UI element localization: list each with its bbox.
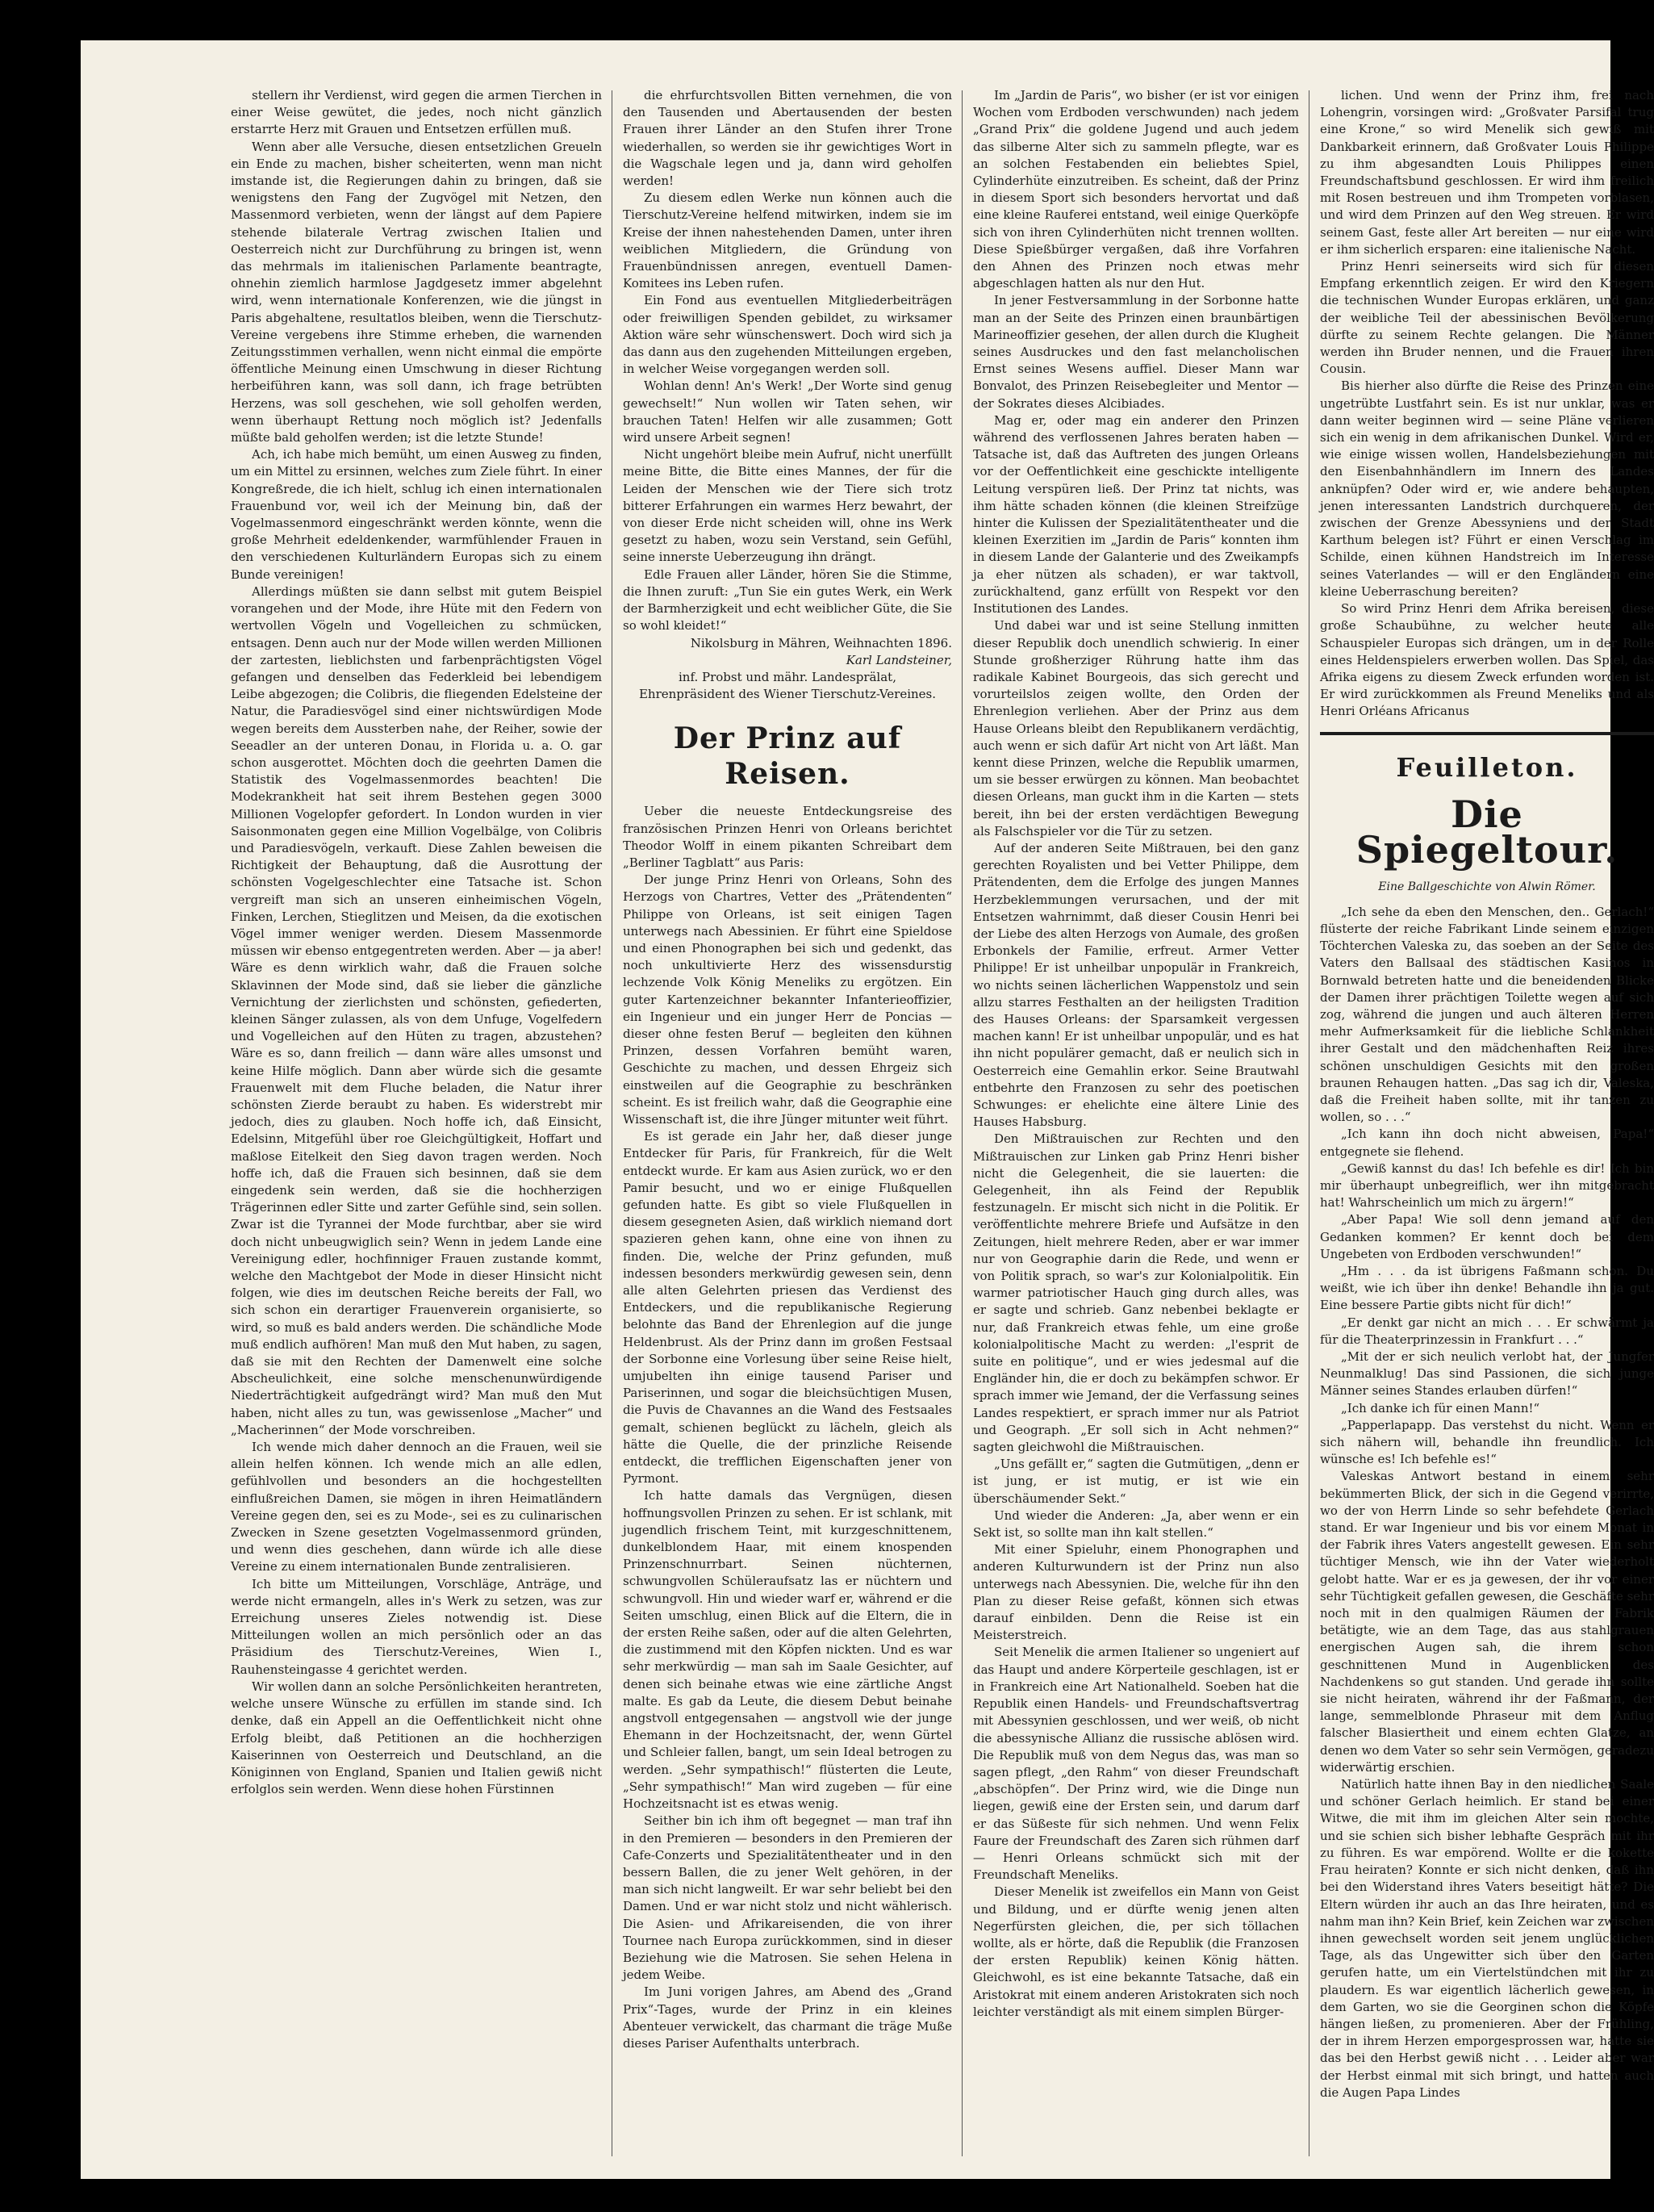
paragraph: Seither bin ich ihm oft begegnet — man traf ihn in den Premieren — besonders in den Premieren der Cafe-Conzerts und Spezialitätentheater und in den bessern Ballen, die zu jener Welt gehören, in der man sich nicht langweilt. Er war sehr beliebt bei den Damen. Und er war nicht stolz und nicht wählerisch. Die Asien- und Afrikareisenden, die von ihrer Tournee nach Europa zurückkommen, sind in dieser Beziehung wie die Matrosen. Sie sehen Helena in jedem Weibe. (623, 1813, 952, 1983)
paragraph: „Er denkt gar nicht an mich . . . Er schwärmt ja für die Theaterprinzessin in Frankfurt . . .“ (1320, 1315, 1654, 1347)
paragraph: Mit einer Spieluhr, einem Phonographen und anderen Kulturwundern ist der Prinz nun also unterwegs nach Abessynien. Die, welche für ihn den Plan zu dieser Reise gefaßt, können sich etwas darauf einbilden. Denn die Reise ist ein Meisterstreich. (973, 1542, 1299, 1643)
newspaper-page (81, 40, 1654, 2179)
paragraph: Ueber die neueste Entdeckungsreise des französischen Prinzen Henri von Orleans berichtet Theodor Wolff in einem pikanten Schreibart dem „Berliner Tagblatt“ aus Paris: (623, 804, 952, 870)
paragraph: „Aber Papa! Wie soll denn jemand auf den Gedanken kommen? Er kennt doch bei dem Ungebeten von Erdboden verschwunden!“ (1320, 1212, 1654, 1261)
paragraph: Und wieder die Anderen: „Ja, aber wenn er ein Sekt ist, so sollte man ihn kalt stellen.“ (973, 1507, 1299, 1541)
paragraph: „Ich kann ihn doch nicht abweisen, Papa!“ entgegnete sie flehend. (1320, 1127, 1654, 1159)
paragraph: „Uns gefällt er,“ sagten die Gutmütigen, „denn er ist jung, er ist mutig, er ist wie ein überschäumender Sekt.“ (973, 1457, 1299, 1506)
paragraph: Ich wende mich daher dennoch an die Frauen, weil sie allein helfen können. Ich wende mich an alle edlen, gefühlvollen und besonders an die hochgestellten einflußreichen Damen, sie mögen in ihren Heimatländern Vereine gegen den, sei es zu Mode-, sei es zu culinarischen Zwecken in Szene gesetzten Vogelmassenmord gründen, und wenn dies geschehen, dann würde ich alle diese Vereine zu einem internationalen Bunde zentralisieren. (231, 1440, 602, 1574)
paragraph: So wird Prinz Henri dem Afrika bereisen, diese große Schaubühne, zu welcher heute alle Schauspieler Europas sich drängen, um in der Rolle eines Heldenspielers erwerben wollen. Das Spiel, das Afrika eigens zu diesem Zweck erfunden worden ist. Er wird zurückkommen als Freund Meneliks und als Henri Orléans Africanus (1320, 601, 1654, 719)
column-4 (1320, 87, 1654, 2153)
column-3 (973, 87, 1299, 2153)
paragraph: „Papperlapapp. Das verstehst du nicht. Wenn er sich nähern will, behandle ihn freundlich. Ich wünsche es! Ich befehle es!“ (1320, 1417, 1654, 1467)
paragraph: Ein Fond aus eventuellen Mitgliederbeiträgen oder freiwilligen Spenden gebildet, zu wirksamer Aktion wäre sehr wünschenswert. Doch wird sich ja das dann aus den zugehenden Mitteilungen ergeben, in welcher Weise vorgegangen werden soll. (623, 293, 952, 377)
story-subtitle: Eine Ballgeschichte von Alwin Römer. (1378, 880, 1596, 893)
paragraph: Allerdings müßten sie dann selbst mit gutem Beispiel vorangehen und der Mode, ihre Hüte mit den Federn von wertvollen Vögeln und Vogelleichen zu schmücken, entsagen. Denn auch nur der Mode willen werden Millionen der zartesten, lieblichsten und farbenprächtigsten Vögel gefangen und denselben das Federkleid bei lebendigem Leibe abgezogen; die Colibris, die fliegenden Edelsteine der Natur, die Paradiesvögel sind einer nichtswürdigen Mode wegen bereits dem Aussterben nahe, der Reiher, sowie der Seeadler an der unteren Donau, in Florida u. a. O. gar schon ausgerottet. Möchten doch die geehrten Damen die Statistik des Vogelmassenmordes beachten! Die Modekrankheit hat seit ihrem Bestehen gegen 3000 Millionen Vogelopfer gefordert. In London wurden in vier Saisonmonaten gegen eine Million Vogelbälge, von Colibris und Paradiesvögeln, verkauft. Diese Zahlen beweisen die Richtigkeit der Behauptung, daß die Ausrottung der schönsten Vogelgeschlechter eine Tatsache ist. Schon vergreift man sich an unseren einheimischen Vögeln, Finken, Lerchen, Stieglitzen und Meisen, da die exotischen Vögel immer weniger werden. Diesem Massenmorde müssen wir ebenso entgegentreten werden. Aber — ja aber! Wäre es denn wirklich wahr, daß die Frauen solche Sklavinnen der Mode sind, daß sie lieber die gänzliche Vernichtung der zierlichsten und schönsten, gefiederten, kleinen Sänger zulassen, als von dem Unfuge, Vogelfedern und Vogelleichen auf den Hüten zu tragen, abzustehen? Wäre es so, dann freilich — dann wäre alles umsonst und keine Hilfe möglich. Dann aber würde sich die gesamte Frauenwelt mit dem Fluche beladen, die Natur ihrer schönsten Zierde beraubt zu haben. Es widerstrebt mir jedoch, dies zu glauben. Noch hoffe ich, daß Einsicht, Edelsinn, Mitgefühl über roe Gleichgültigkeit, Hoffart und maßlose Eitelkeit den Sieg davon tragen werden. Noch hoffe ich, daß die Frauen sich besinnen, daß sie dem eingedenk sein werden, daß sie die hochherzigen Trägerinnen edler Sitte und zarter Gefühle sind, sein sollen. Zwar ist die Tyrannei der Mode furchtbar, aber sie wird doch nicht unbeugwiglich sein? Wenn in jedem Lande eine Vereinigung edler, hochfinniger Frauen zustande kommt, welche den Machtgebot der Mode in dieser Hinsicht nicht folgen, wie dies im deutschen Reiche bereits der Fall, wo sich schon ein derartiger Frauenverein organisierte, so wird, so muß es bald anders werden. Die schändliche Mode muß endlich aufhören! Man muß den Mut haben, zu sagen, daß sie mit den Rechten der Damenwelt eine solche Abscheulichkeit, eine solche menschenunwürdigende Niederträchtigkeit aufgedrängt wird? Man muß den Mut haben, nicht alles zu tun, was gewissenlose „Macher“ und „Macherinnen“ der Mode vorschreiben. (231, 583, 602, 1437)
story-title: Die Spiegeltour. (1355, 792, 1618, 872)
paragraph: „Hm . . . da ist übrigens Faßmann schon. Du weißt, wie ich über ihn denke! Behandle ihn ja gut. Eine bessere Partie gibts nicht für dich!“ (1320, 1263, 1654, 1313)
paragraph: „Mit der er sich neulich verlobt hat, der Jungfer Neunmalklug! Das sind Passionen, die sich junge Männer seines Standes erlauben dürfen!“ (1320, 1349, 1654, 1399)
paragraph: Wenn aber alle Versuche, diesen entsetzlichen Greueln ein Ende zu machen, bisher scheiterten, wenn man nicht imstande ist, die Regierungen dahin zu bringen, daß sie wenigstens den Fang der Zugvögel mit Netzen, den Massenmord verbieten, wenn der längst auf dem Papiere stehende bilaterale Vertrag zwischen Italien und Oesterreich nicht zur Durchführung zu bringen ist, wenn das mehrmals im italienischen Parlamente beantragte, ohnehin ziemlich harmlose Jagdgesetz immer abgelehnt wird, wenn internationale Konferenzen, wie die jüngst in Paris abgehaltene, resultatlos bleiben, wenn die Tierschutz-Vereine vergebens ihre Stimme erheben, die warnenden Zeitungsstimmen verhallen, wenn nicht einmal die empörte öffentliche Meinung einen Umschwung in dieser Richtung herbeiführen kann, was soll dann, ich frage betrübten Herzens, was soll geschehen, wie soll geholfen werden, wenn überhaupt Rettung noch möglich ist? Jedenfalls müßte bald geholfen werden; ist die letzte Stunde! (231, 139, 602, 445)
signature-name: Karl Landsteiner, (846, 652, 952, 667)
paragraph: „Gewiß kannst du das! Ich befehle es dir! Ich bin mir überhaupt unbegreiflich, wer ihn mitgebracht hat! Wahrscheinlich um mich zu ärgern!“ (1320, 1160, 1654, 1211)
paragraph: Es ist gerade ein Jahr her, daß dieser junge Entdecker für Paris, für Frankreich, für die Welt entdeckt wurde. Er kam aus Asien zurück, wo er den Pamir besucht, und wo er einige Flußquellen gefunden hatte. Es gibt so viele Flußquellen in diesem gesegneten Asien, daß wirklich niemand dort spazieren gehen kann, ohne eine von ihnen zu finden. Die, welche der Prinz gefunden, muß indessen besonders merkwürdig gewesen sein, denn alle alten Gelehrten priesen das Verdienst des Entdeckers, und die republikanische Regierung belohnte das Band der Ehrenlegion auf die junge Heldenbrust. Als der Prinz dann im großen Festsaal der Sorbonne eine Vorlesung über seine Reise hielt, umjubelten ihn einige tausend Pariser und Pariserinnen, und sogar die bleichsüchtigen Musen, die Puvis de Chavannes an die Wand des Festsaales gemalt, schienen beglückt zu lächeln, gleich als hätte die Quelle, die der prinzliche Reisende entdeckt, die trefflichen Eigenschaften jener von Pyrmont. (623, 1129, 952, 1487)
paragraph: Ich hatte damals das Vergnügen, diesen hoffnungsvollen Prinzen zu sehen. Er ist schlank, mit jugendlich frischem Teint, mit kurzgeschnittenem, dunkelblondem Haar, mit einem knospenden Prinzenschnurrbart. Seinen nüchternen, schwungvollen Schüleraufsatz las er nüchtern und schwungvoll. Hin und wieder warf er, während er die Seiten umschlug, einen Blick auf die Eltern, die in der ersten Reihe saßen, oder auf die alten Gelehrten, die zustimmend mit den Köpfen nickten. Und es war sehr merkwürdig — man sah im Saale Gesichter, auf denen sich beinahe etwas wie eine zärtliche Angst malte. Es gab da Leute, die diesem Debut beinahe angstvoll entgegensahen — angstvoll wie der junge Ehemann in der Hochzeitsnacht, der, wenn Gürtel und Schleier fallen, bangt, um sein Ideal betrogen zu werden. „Sehr sympathisch!“ flüsterten die Leute, „Sehr sympathisch!“ Man wird zugeben — für eine Hochzeitsnacht ist es etwas wenig. (623, 1488, 952, 1812)
paragraph: Natürlich hatte ihnen Bay in den niedlichen Saale und schöner Gerlach heimlich. Er stand bei einer Witwe, die mit ihm im gleichen Alter sein mochte, und sie schien sich bisher lebhafte Gespräch mit ihr zu führen. Es war empörend. Wollte er die kokette Frau heiraten? Konnte er sich nicht denken, daß ihn bei den Widerstand ihres Vaters beseitigt hätte? Die Eltern würden ihr auch an das Ihre heiraten, und es nahm man ihn? Kein Brief, kein Zeichen war zwischen ihnen gewechselt worden seit jenem unglücklichen Tage, als das Ungewitter sich über den Garten gerufen hatte, um ein Viertelstündchen mit ihr zu plaudern. Es war eigentlich lächerlich gewesen, in dem Garten, wo sie die Georginen schon die Köpfe hängen ließen, zu promenieren. Aber der Frühling, der in ihrem Herzen emporgesprossen war, hatte sie das bei den Herbst gewiß nicht . . . Leider aber war der Herbst einmal mit sich bringt, und hatten auch die Augen Papa Lindes (1320, 1777, 1654, 2100)
paragraph: Den Mißtrauischen zur Rechten und den Mißtrauischen zur Linken gab Prinz Henri bisher nicht die Gelegenheit, die sie lauerten: die Gelegenheit, ihn als Feind der Republik festzunageln. Er mischt sich nicht in die Politik. Er veröffentlichte mehrere Briefe und Aufsätze in den Zeitungen, hielt mehrere Reden, aber er war immer nur von Geographie darin die Rede, und wenn er von Politik sprach, so war's zur Kolonialpolitik. Ein warmer patriotischer Hauch ging durch alles, was er sagte und schrieb. Ganz nebenbei beklagte er nur, daß Frankreich etwas fehle, um eine große kolonialpolitische Macht zu werden: „l'esprit de suite en politique“, und er wies jedesmal auf die Engländer hin, die er doch zu bekämpfen schwor. Er sprach immer wie Jemand, der die Verfassung seines Landes respektiert, er sprach immer nur als Patriot und Geograph. „Er soll sich in Acht nehmen?“ sagten gleichwohl die Mißtrauischen. (973, 1131, 1299, 1455)
paragraph: Prinz Henri seinerseits wird sich für diesen Empfang erkenntlich zeigen. Er wird den Kriegern die technischen Wunder Europas erklären, und ganz der weibliche Teil der abessinischen Bevölkerung dürfte zu seinem Rechte gelangen. Die Männer werden ihn Bruder nennen, und die Frauen ihren Cousin. (1320, 259, 1654, 377)
paragraph: Ich bitte um Mitteilungen, Vorschläge, Anträge, und werde nicht ermangeln, alles in's Werk zu setzen, was zur Erreichung unseres Zieles notwendig ist. Diese Mitteilungen wollen an mich persönlich oder an das Präsidium des Tierschutz-Vereines, Wien I., Rauhensteingasse 4 gerichtet werden. (231, 1576, 602, 1677)
feuilleton-heading: Feuilleton. (1396, 751, 1578, 783)
paragraph: lichen. Und wenn der Prinz ihm, frei nach Lohengrin, vorsingen wird: „Großvater Parsifal trug eine Krone,“ so wird Menelik sich gewiß mit Dankbarkeit erinnern, daß Großvater Louis Philippe zu ihm abgesandten Louis Philippes einen Freundschaftsbund geschlossen. Er wird ihm freilich mit Rosen bestreuen und ihm Trompeten vorblasen, und wird dem Prinzen auf den Weg streuen. Er wird seinem Gast, feste aller Art bereiten — nur eine wird er ihm sicherlich ersparen: eine italienische Nacht. (1320, 88, 1654, 257)
signature-place-date: Nikolsburg in Mähren, Weihnachten 1896. (690, 635, 952, 650)
paragraph: Nicht ungehört bleibe mein Aufruf, nicht unerfüllt meine Bitte, die Bitte eines Mannes, der für die Leiden der Menschen wie der Tiere sich trotz bitterer Erfahrungen ein warmes Herz bewahrt, der von dieser Erde nicht scheiden will, ohne ins Werk gesetzt zu haben, wozu sein Verstand, sein Gefühl, seine innerste Ueberzeugung ihn drängt. (623, 447, 952, 565)
column-1 (231, 87, 602, 2153)
paragraph: Bis hierher also dürfte die Reise des Prinzen eine ungetrübte Lustfahrt sein. Es ist nur unklar, was er dann weiter beginnen wird — seine Pläne verlieren sich ein wenig in dem afrikanischen Dunkel. Wird er, wie einige wissen wollen, Handelsbeziehungen mit den Eisenbahnhändlern im Innern des Landes anknüpfen? Oder wird er, wie andere behaupten, jenen interessanten Landstrich durchqueren, der zwischen der Grenze Abessyniens und der Stadt Karthum belegen ist? Führt er einen Verschlag im Schilde, einen kühnen Handstreich im Interesse seines Vaterlandes — will er den Engländern eine kleine Ueberraschung bereiten? (1320, 378, 1654, 599)
paragraph: Dieser Menelik ist zweifellos ein Mann von Geist und Bildung, und er dürfte wenig jenen alten Negerfürsten gleichen, die, per sich töllachen wollte, als er hörte, daß die Republik (die Franzosen der ersten Republik) keinen König hätten. Gleichwohl, es ist eine bekannte Tatsache, daß ein Aristokrat mit einem anderen Aristokraten sich noch leichter verständigt als mit einem simplen Bürger- (973, 1884, 1299, 2019)
paragraph: „Ich sehe da eben den Menschen, den.. Gerlach!“ flüsterte der reiche Fabrikant Linde seinem einzigen Töchterchen Valeska zu, das soeben an der Seite des Vaters den Ballsaal des städtischen Kasinos in Bornwald betreten hatte und die beneidenden Blicke der Damen ihrer prächtigen Toilette wegen auf sich zog, während die jungen und auch älteren Herren mehr Aufmerksamkeit für die liebliche Schlankheit ihrer Gestalt und den mädchenhaften Reiz ihres schönen unschuldigen Gesichts mit den großen braunen Rehaugen hatten. „Das sag ich dir, Valeska, daß die Freiheit haben sollte, mit ihr tanzen zu wollen, so . . .“ (1320, 904, 1654, 1125)
paragraph: Mag er, oder mag ein anderer den Prinzen während des verflossenen Jahres beraten haben — Tatsache ist, daß das Auftreten des jungen Orleans vor der Oeffentlichkeit eine geschickte intelligente Leitung verspüren ließ. Der Prinz tat nichts, was ihm hätte schaden können (die kleinen Streifzüge hinter die Kulissen der Spezialitätentheater und die kleinen Exerzitien im „Jardin de Paris“ konnten ihm in diesem Lande der Galanterie und des Zweikampfs ja eher nützen als schaden), er war taktvoll, zurückhaltend, ganz erfüllt von Respekt vor den Institutionen des Landes. (973, 412, 1299, 617)
paragraph: die ehrfurchtsvollen Bitten vernehmen, die von den Tausenden und Abertausenden der besten Frauen ihrer Länder an den Stufen ihrer Trone wiederhallen, so werden sie ihr gewichtiges Wort in die Wagschale legen und ja, dann wird geholfen werden! (623, 88, 952, 189)
paragraph: In jener Festversammlung in der Sorbonne hatte man an der Seite des Prinzen einen braunbärtigen Marineoffizier gesehen, der allen durch die Klugheit seines Ausdruckes und den fast melancholischen Ernst seines Wesens auffiel. Dieser Mann war Bonvalot, des Prinzen Reisebegleiter und Mentor — der Sokrates dieses Alcibiades. (973, 293, 1299, 411)
paragraph: Zu diesem edlen Werke nun können auch die Tierschutz-Vereine helfend mitwirken, indem sie im Kreise der ihnen nahestehenden Damen, unter ihren weiblichen Mitgliedern, die Gründung von Frauenbündnissen anregen, eventuell Damen-Komitees ins Leben rufen. (623, 190, 952, 291)
paragraph: Wir wollen dann an solche Persönlichkeiten herantreten, welche unsere Wünsche zu erfüllen im stande sind. Ich denke, daß ein Appell an die Oeffentlichkeit nicht ohne Erfolg bleibt, daß Petitionen an die hochherzigen Kaiserinnen von Oesterreich und Deutschland, an die Königinnen von England, Spanien und Italien gewiß nicht erfolglos sein werden. Wenn diese hohen Fürstinnen (231, 1679, 602, 1797)
paragraph: Im „Jardin de Paris“, wo bisher (er ist vor einigen Wochen vom Erdboden verschwunden) nach jedem „Grand Prix“ die goldene Jugend und auch jedem das silberne Alter sich zu sammeln pflegte, war es an solchen Festabenden ein beliebtes Spiel, Cylinderhüte einzutreiben. Es scheint, daß der Prinz in diesem Sport sich besonders hervortat und daß eine kleine Rauferei entstand, weil einige Querköpfe sich von ihren Cylinderhüten nicht trennen wollten. Diese Spießbürger vergaßen, daß ihre Vorfahren den Ahnen des Prinzen noch etwas mehr abgeschlagen hatten als nur den Hut. (973, 88, 1299, 291)
column-2 (623, 87, 952, 2153)
paragraph: Seit Menelik die armen Italiener so ungeniert auf das Haupt und andere Körperteile geschlagen, ist er in Frankreich eine Art Nationalheld. Soeben hat die Republik einen Handels- und Freundschaftsvertrag mit Abessynien geschlossen, und wer weiß, ob nicht die abessynische Allianz die russische ablösen wird. Die Republik muß von dem Negus das, was man so sagen pflegt, „den Rahm“ von dieser Freundschaft „abschöpfen“. Der Prinz wird, wie die Dinge nun liegen, gewiß eine der Ersten sein, und darum darf er das Süßeste für sich nehmen. Und wenn Felix Faure der Freundschaft des Zaren sich rühmen darf — Henri Orleans schmückt sich mit der Freundschaft Meneliks. (973, 1645, 1299, 1883)
paragraph: Ach, ich habe mich bemüht, um einen Ausweg zu finden, um ein Mittel zu ersinnen, welches zum Ziele führt. In einer Kongreßrede, die ich hielt, schlug ich einen internationalen Frauenbund vor, weil ich der Meinung bin, daß der Vogelmassenmord eingeschränkt werden könnte, wenn die große Mehrheit edeldenkender, warmfühlender Frauen in den verschiedenen Kulturländern Europas sich zu einem Bunde vereinigen! (231, 447, 602, 582)
paragraph: Und dabei war und ist seine Stellung inmitten dieser Republik doch unendlich schwierig. In einer Stunde großherziger Rührung hatte ihm das radikale Kabinet Bourgeois, das sich gerecht und vorurteilslos zeigen wollte, den Orden der Ehrenlegion verliehen. Aber der Prinz aus dem Hause Orleans bleibt den Republikanern verdächtig, auch wenn er sich dafür Art nicht von Art läßt. Man kennt diese Prinzen, welche die Republik umarmen, um sie besser erwürgen zu können. Man beobachtet diesen Orleans, man guckt ihm in die Karten — stets bereit, ihn bei der ersten verdächtigen Bewegung als Falschspieler vor die Tür zu setzen. (973, 618, 1299, 838)
paragraph: Edle Frauen aller Länder, hören Sie die Stimme, die Ihnen zuruft: „Tun Sie ein gutes Werk, ein Werk der Barmherzigkeit und echt weiblicher Güte, die Sie so wohl kleidet!“ (623, 567, 952, 633)
paragraph: stellern ihr Verdienst, wird gegen die armen Tierchen in einer Weise gewütet, die jedes, noch nicht gänzlich erstarrte Herz mit Grauen und Entsetzen erfüllen muß. (231, 88, 602, 137)
article-heading: Der Prinz auf Reisen. (673, 721, 902, 792)
paragraph: Valeskas Antwort bestand in einem sehr bekümmerten Blick, der sich in die Gegend verirrte, wo der von Herrn Linde so sehr befehdete Gerlach stand. Er war Ingenieur und bis vor einem Monat in der Fabrik ihres Vaters angestellt gewesen. Ein sehr tüchtiger Mensch, wie ihn der Vater wiederholt gelobt hatte. War er es ja gewesen, der ihr vor einer sehr Tüchtigkeit gefallen gewesen, die Geschäfte sehr noch mit in den qualmigen Räumen der Fabrik betätigte, wie an dem Tage, das aus stahlgrauen energischen Augen sah, die ihrem schon geschnittenen Mund in Augenblicken des Nachdenkens so gut standen. Und gerade ihn sollte sie nicht heiraten, während ihr der Faßmann, der lange, semmelblonde Phraseur mit dem Anflug falscher Blasiertheit und einem echten Glatze, an denen wo dem Vater so sehr sein Vermögen, geradezu widerwärtig erschien. (1320, 1469, 1654, 1775)
column-rule (962, 90, 963, 2156)
paragraph: Der junge Prinz Henri von Orleans, Sohn des Herzogs von Chartres, Vetter des „Prätendenten“ Philippe von Orleans, ist seit einigen Tagen unterwegs nach Abessinien. Er führt eine Spieldose und einen Phonographen bei sich und gedenkt, das noch unkultivierte Herz des wissensdurstig lechzende Volk König Meneliks zu ergötzen. Ein guter Kartenzeichner bekannter Infanterieoffizier, ein Ingenieur und ein junger Herr de Poncias — dieser ohne festen Beruf — begleiten den kühnen Prinzen, dessen Vorfahren bemüht waren, Geschichte zu machen, und dessen Ehrgeiz sich einstweilen auf die Geographie zu beschränken scheint. Es ist freilich wahr, daß die Geographie eine Wissenschaft ist, die ihre Jünger mitunter weit führt. (623, 872, 952, 1127)
signature-title-2: Ehrenpräsident des Wiener Tierschutz-Vereines. (638, 687, 937, 702)
signature-title-1: inf. Probst und mähr. Landesprälat, (679, 669, 896, 684)
paragraph: Wohlan denn! An's Werk! „Der Worte sind genug gewechselt!“ Nun wollen wir Taten sehen, wir brauchen Taten! Helfen wir alle zusammen; Gott wird unsere Arbeit segnen! (623, 378, 952, 445)
paragraph: Im Juni vorigen Jahres, am Abend des „Grand Prix“-Tages, wurde der Prinz in ein kleines Abenteuer verwickelt, das charmant die träge Muße dieses Pariser Aufenthalts unterbrach. (623, 1984, 952, 2051)
paragraph: „Ich danke ich für einen Mann!“ (1341, 1400, 1540, 1415)
section-divider (1320, 732, 1654, 735)
paragraph: Auf der anderen Seite Mißtrauen, bei den ganz gerechten Royalisten und bei Vetter Philippe, dem Prätendenten, dem die Erfolge des jungen Mannes Herzbeklemmungen verursachen, und der mit Entsetzen wahrnimmt, daß dieser Cousin Henri bei der Liebe des alten Herzogs von Aumale, des großen Erbonkels der Familie, erfreut. Armer Vetter Philippe! Er ist unheilbar unpopulär in Frankreich, wo nichts seinen lächerlichen Wappenstolz und sein allzu starres Festhalten an der heiligsten Tradition des Hauses Orleans: der Sparsamkeit vergessen machen kann! Er ist unheilbar unpopulär, und es hat ihn nicht populärer gemacht, daß er neulich sich in Oesterreich eine Gemahlin erkor. Seine Brautwahl entbehrte den Franzosen zu sehr des poetischen Schwunges: er ehelichte eine ältere Linie des Hauses Habsburg. (973, 840, 1299, 1130)
